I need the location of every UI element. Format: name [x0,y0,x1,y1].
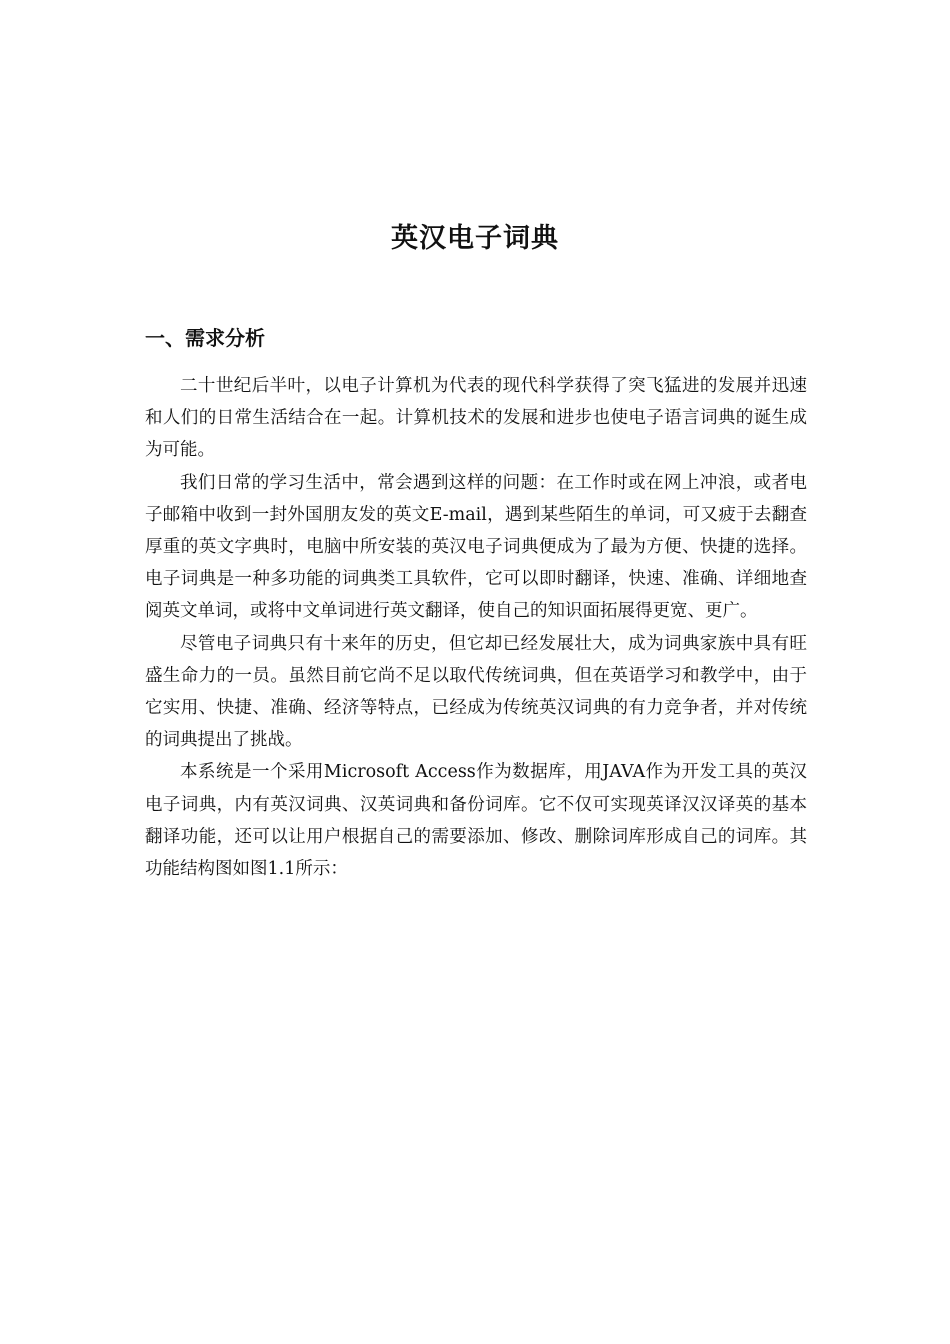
document-title: 英汉电子词典 [391,223,559,254]
section-body [145,370,807,885]
paragraph: 本系统是一个采用Microsoft Access作为数据库，用JAVA作为开发工具的英汉电子词典，内有英汉词典、汉英词典和备份词库。它不仅可实现英译汉汉译英的基本翻译功能，还可以让用户根据自己的需要添加、修改、删除词库形成自己的词库。其功能结构图如图1.1所示： [145,762,807,880]
paragraph: 我们日常的学习生活中，常会遇到这样的问题：在工作时或在网上冲浪，或者电子邮箱中收到一封外国朋友发的英文E-mail，遇到某些陌生的单词，可又疲于去翻查厚重的英文字典时，电脑中所安装的英汉电子词典便成为了最为方便、快捷的选择。电子词典是一种多功能的词典类工具软件，它可以即时翻译，快速、准确、详细地查阅英文单词，或将中文单词进行英文翻译，使自己的知识面拓展得更宽、更广。 [145,472,807,622]
paragraph: 尽管电子词典只有十来年的历史，但它却已经发展壮大，成为词典家族中具有旺盛生命力的一员。虽然目前它尚不足以取代传统词典，但在英语学习和教学中，由于它实用、快捷、准确、经济等特点，已经成为传统英汉词典的有力竞争者，并对传统的词典提出了挑战。 [145,633,807,751]
section-heading: 一、需求分析 [145,326,265,350]
paragraph: 二十世纪后半叶，以电子计算机为代表的现代科学获得了突飞猛进的发展并迅速和人们的日常生活结合在一起。计算机技术的发展和进步也使电子语言词典的诞生成为可能。 [145,376,807,461]
